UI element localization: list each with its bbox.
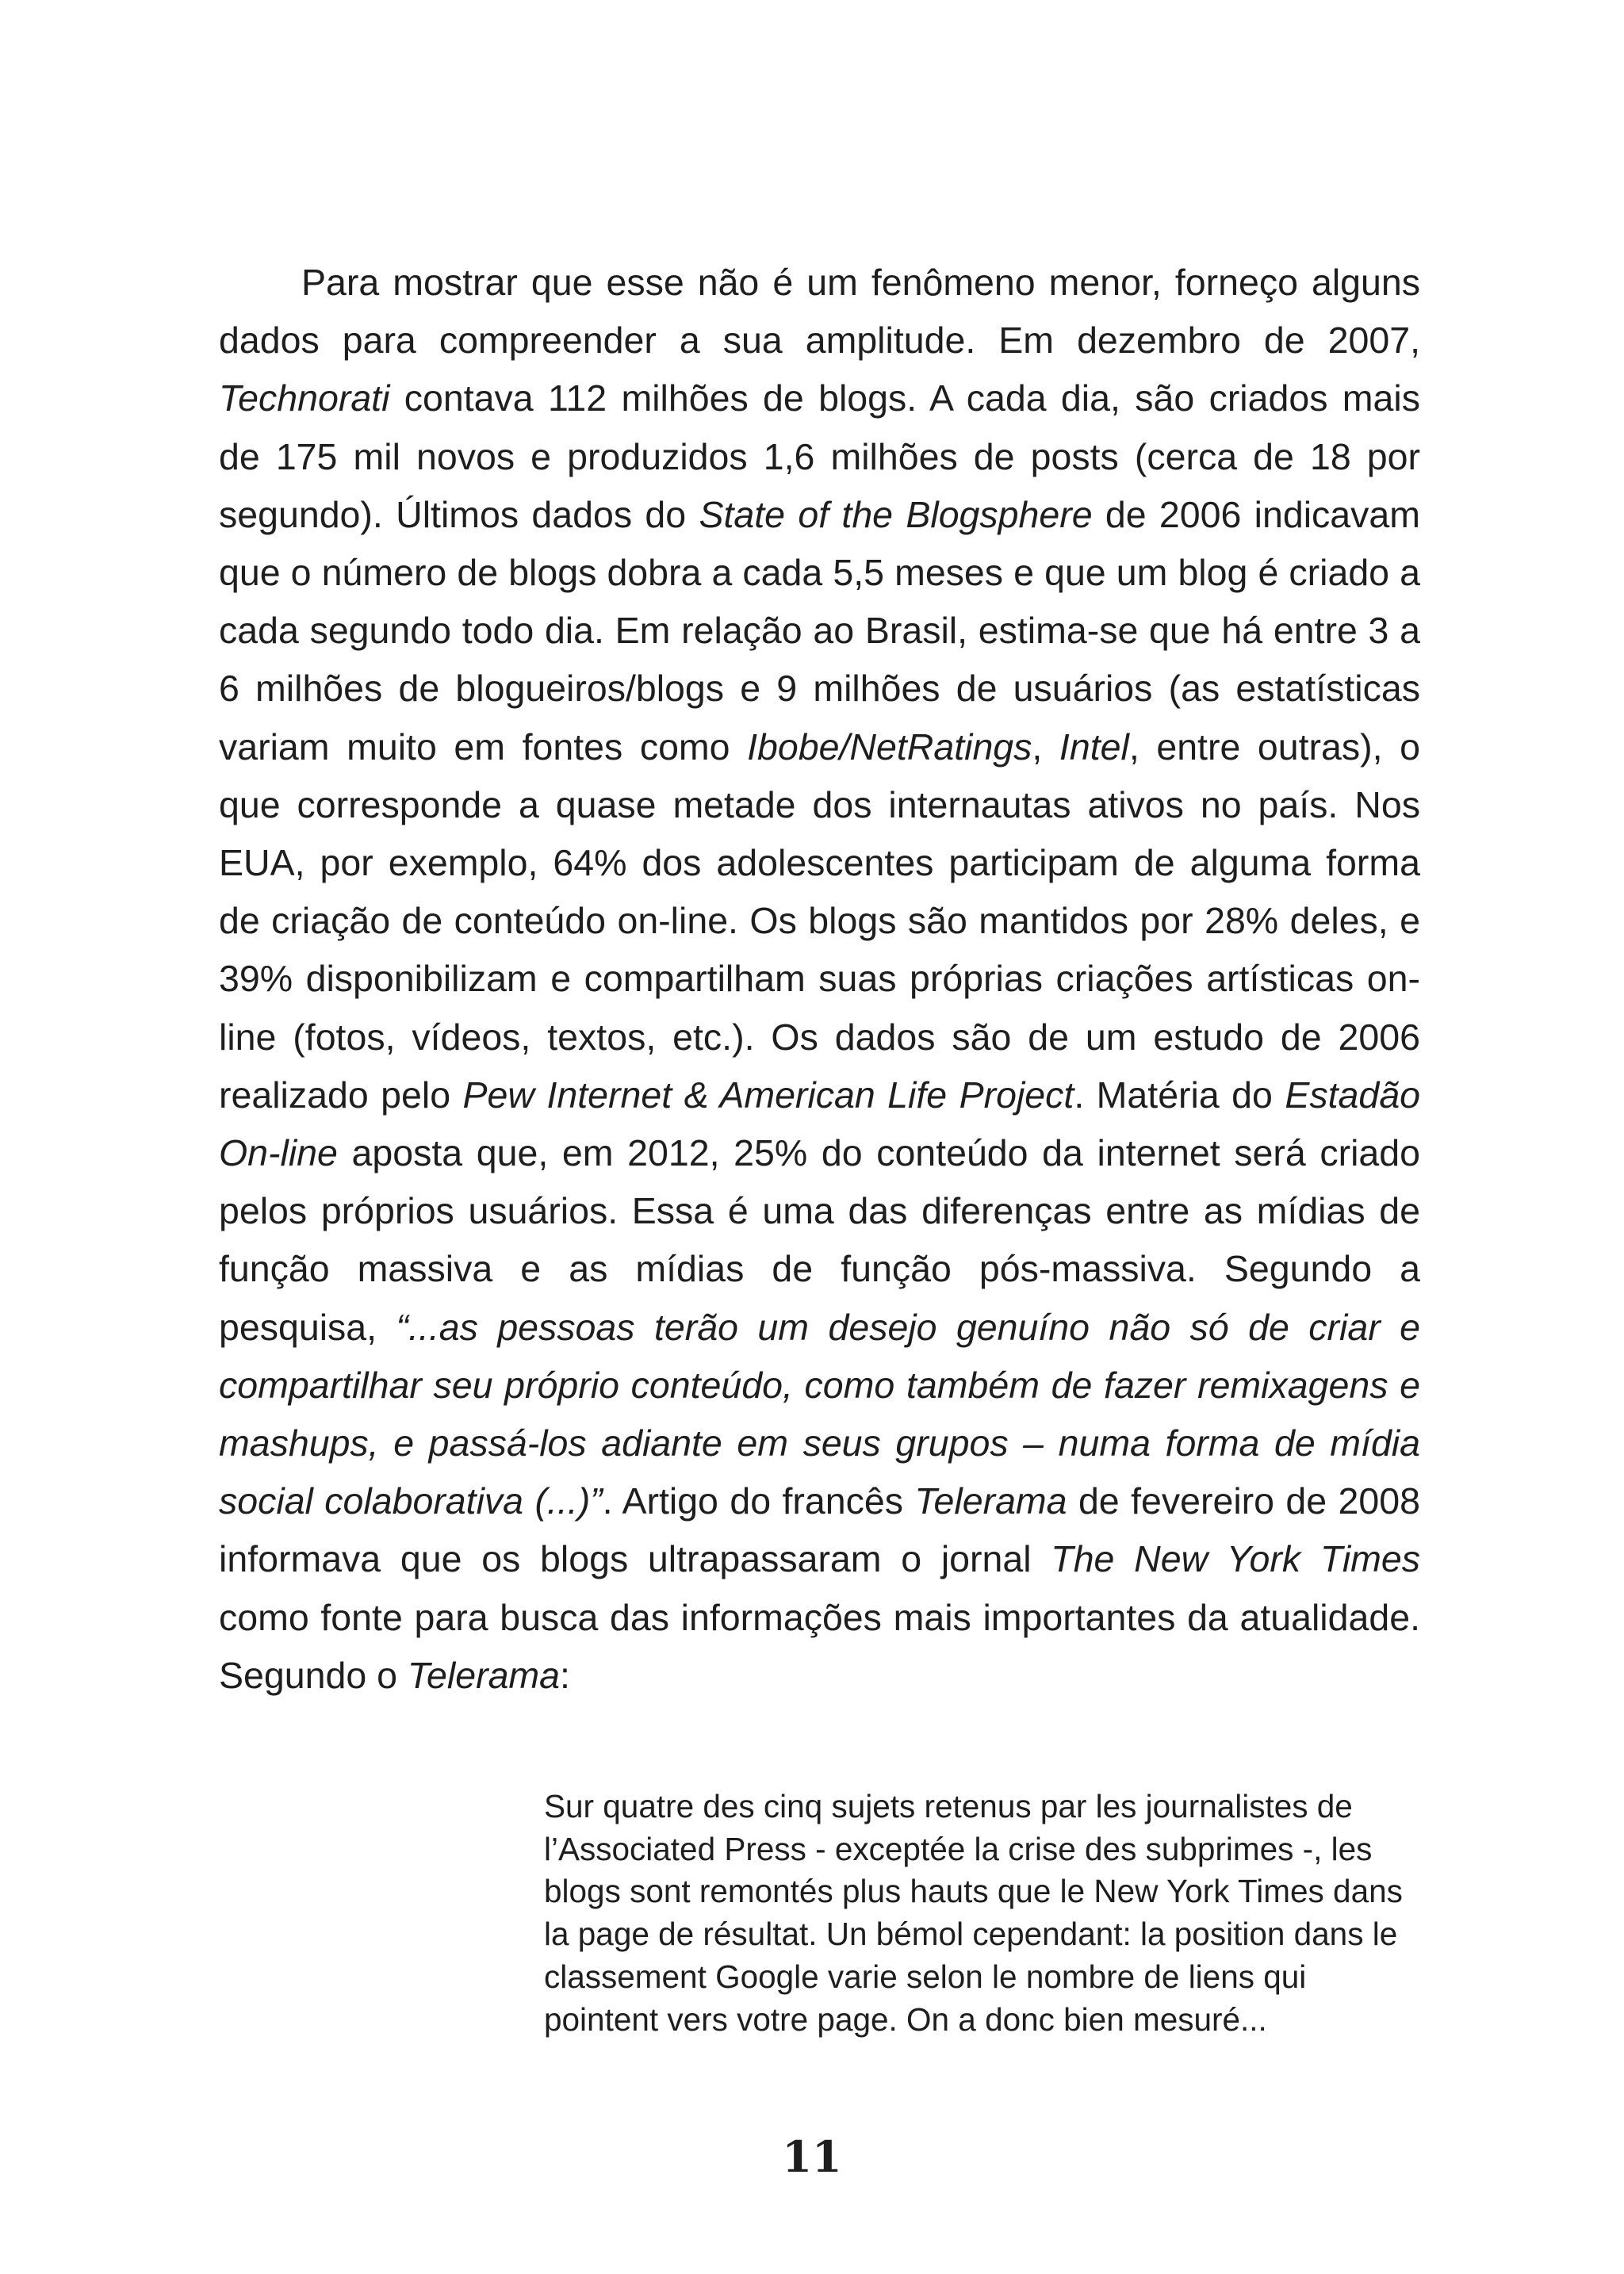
- italic-run: “...as pessoas terão um desejo genuíno não só de criar e compartilhar seu próprio conteúdo, como também de fazer remixagens e mashups, e passá-los adiante em seus grupos – numa forma de mídia social colaborativa (...)”: [219, 1306, 1420, 1522]
- text-run: aposta que, em 2012, 25% do conteúdo da internet será criado pelos próprios usuários. Essa é uma das diferenças entre as mídias de função massiva e as mídias de função pós-massiva. Segundo a pesquisa,: [219, 1132, 1420, 1348]
- italic-run: Pew Internet & American Life Project: [462, 1074, 1074, 1116]
- text-run: de 2006 indicavam que o número de blogs dobra a cada 5,5 meses e que um blog é criado a cada segundo todo dia. Em relação ao Brasil, estima-se que há entre 3 a 6 milhões de blogueiros/blogs e 9 milhões de usuários (as estatísticas variam muito em fontes como: [219, 493, 1421, 768]
- italic-run: Ibobe/NetRatings: [747, 725, 1032, 768]
- main-paragraph: [219, 254, 1420, 1705]
- text-run: . Artigo do francês: [602, 1480, 915, 1522]
- text-run: Para mostrar que esse não é um fenômeno menor, forneço alguns dados para compreender a sua amplitude. Em dezembro de 2007,: [219, 262, 1420, 362]
- italic-run: Telerama: [914, 1480, 1067, 1522]
- block-quote: [544, 1786, 1421, 2041]
- italic-run: The New York Times: [1051, 1538, 1420, 1580]
- text-run: :: [560, 1654, 570, 1696]
- text-run: . Matéria do: [1074, 1074, 1285, 1116]
- text-run: de fevereiro de 2008 informava que os blogs ultrapassaram o jornal: [219, 1480, 1421, 1580]
- italic-run: State of the Blogsphere: [699, 493, 1093, 535]
- text-run: como fonte para busca das informações mais importantes da atualidade. Segundo o: [219, 1596, 1420, 1696]
- italic-run: Telerama: [407, 1654, 561, 1696]
- text-run: , entre outras), o que corresponde a quase metade dos internautas ativos no país. Nos EUA, por exemplo, 64% dos adolescentes participam de alguma forma de criação de conteúdo on-line. Os blogs são mantidos por 28% deles, e 39% disponibilizam e compartilham suas próprias criações artísticas on-line (fotos, vídeos, textos, etc.). Os dados são de um estudo de 2006 realizado pelo: [219, 725, 1420, 1116]
- body-text: [219, 254, 1420, 1705]
- page-number: 11: [782, 2131, 842, 2182]
- italic-run: Technorati: [219, 377, 390, 419]
- text-run: ,: [1032, 725, 1059, 768]
- italic-run: Intel: [1059, 725, 1129, 768]
- text-run: contava 112 milhões de blogs. A cada dia, são criados mais de 175 mil novos e produzidos 1,6 milhões de posts (cerca de 18 por segundo). Últimos dados do: [219, 377, 1420, 535]
- italic-run: Estadão On-line: [219, 1074, 1420, 1174]
- block-quote-text: Sur quatre des cinq sujets retenus par les journalistes de l’Associated Press - exceptée la crise des subprimes -, les blogs sont remontés plus hauts que le New York Times dans la page de résultat. Un bémol cependant: la position dans le classement Google varie selon le nombre de liens qui pointent vers votre page. On a donc bien mesuré...: [544, 1788, 1403, 2038]
